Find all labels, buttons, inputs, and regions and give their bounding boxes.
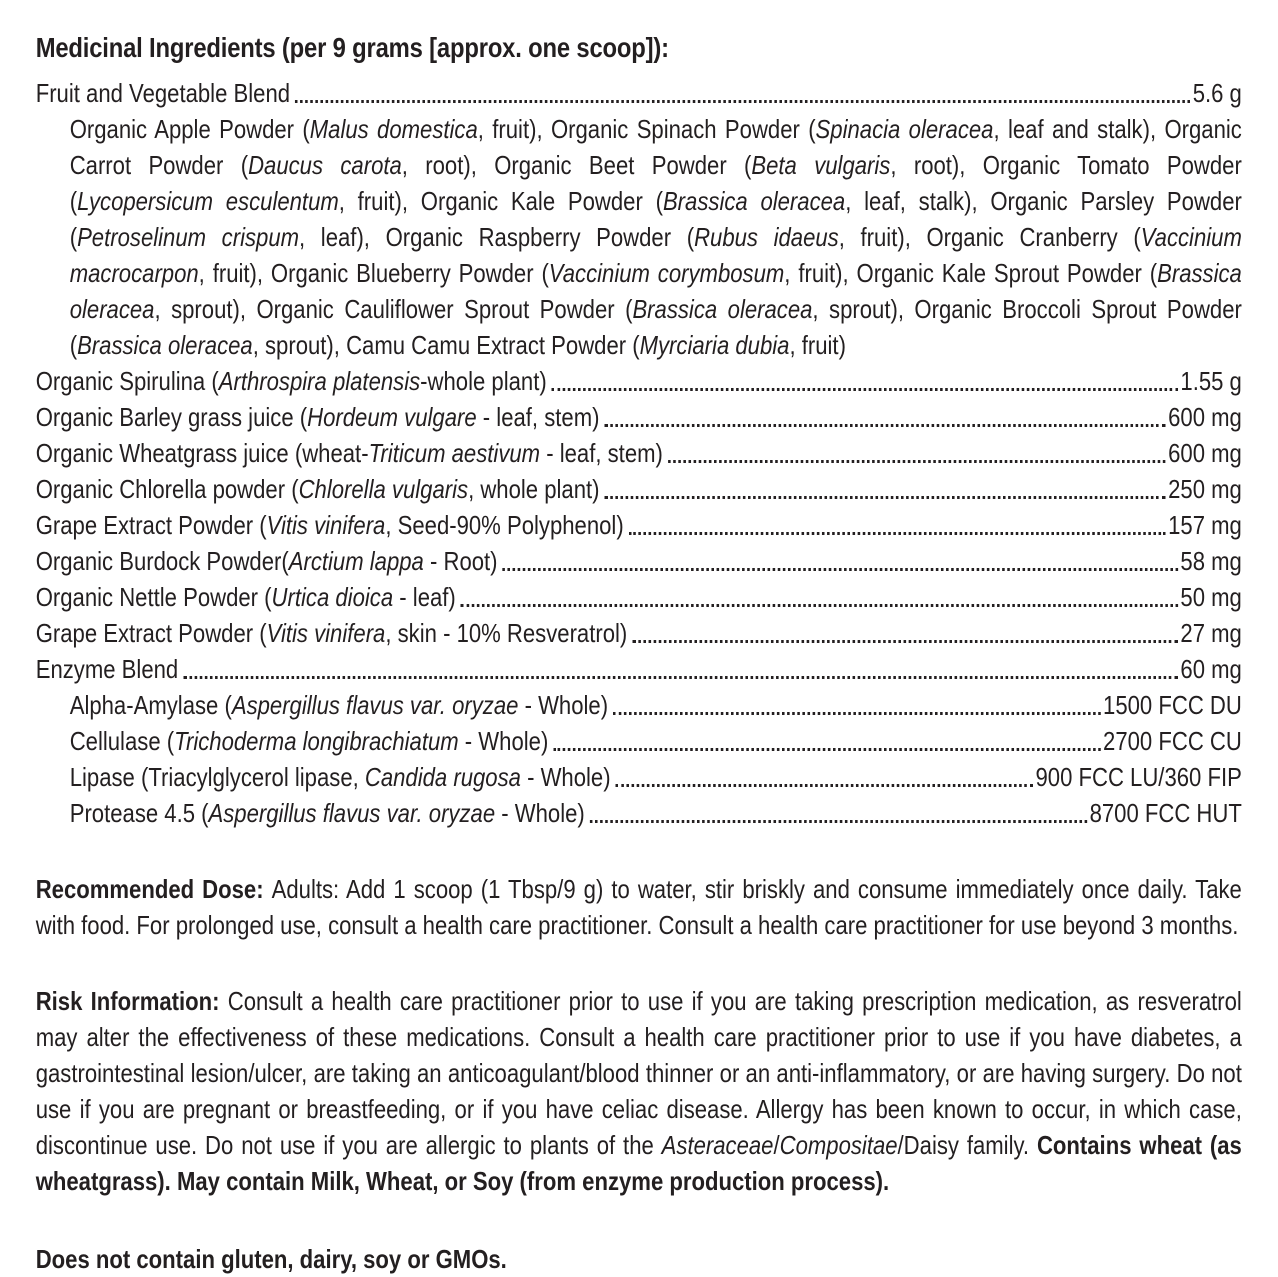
ingredient-amount: 60 mg [1180,654,1242,684]
latin-name-text: Brassica oleracea [662,186,846,216]
text: - leaf) [393,582,456,612]
text: Organic Barley grass juice ( [35,402,308,432]
ingredient-amount: 250 mg [1168,474,1242,504]
latin-name-text: Beta vulgaris [751,150,891,180]
text: Fruit and Vegetable Blend [35,78,291,108]
latin-name-text: Aspergillus flavus var. oryzae [231,690,519,720]
text: , fruit), Organic Spinach Powder ( [477,114,816,144]
latin-name-text: Candida rugosa [364,762,521,792]
dot-leader [605,496,1166,499]
latin-name-text: Triticum aestivum [368,438,541,468]
latin-name-text: Brassica oleracea [69,258,1242,324]
ingredient-name [36,543,498,579]
section-title: Medicinal Ingredients (per 9 grams [approx. one scoop]): [35,32,669,63]
latin-name-text: Vitis vinifera [266,618,386,648]
dot-leader [613,712,1100,715]
latin-name-text: Asteraceae [661,1130,774,1160]
ingredient-row [36,75,1242,111]
dot-leader [668,460,1166,463]
text: , fruit) [789,330,846,360]
latin-name-text: Trichoderma longibrachiatum [174,726,459,756]
text: Cellulase ( [69,726,175,756]
ingredient-row [36,723,1242,759]
ingredient-name [36,399,600,435]
text: -whole plant) [420,366,547,396]
text: , sprout), Organic Broccoli Sprout Powder ( [69,294,1242,360]
text: , whole plant) [468,474,600,504]
risk-information-paragraph [36,983,1242,1199]
latin-name-text: Hordeum vulgare [307,402,477,432]
ingredient-row [36,399,1242,435]
latin-name-text: Malus domestica [309,114,478,144]
ingredient-name [36,507,624,543]
dot-leader [590,820,1087,823]
text: Enzyme Blend [35,654,179,684]
ingredient-row [36,687,1242,723]
dot-leader [605,424,1166,427]
text: , fruit), Organic Kale Powder ( [338,186,663,216]
text: , root), Organic Beet Powder ( [401,150,752,180]
latin-name-text: Rubus idaeus [694,222,839,252]
latin-name-text: Vitis vinifera [266,510,386,540]
latin-name-text: Spinacia oleracea [815,114,994,144]
ingredient-sublist-paragraph [36,111,1242,363]
text: - Whole) [458,726,549,756]
latin-name-text: Compositae [779,1130,898,1160]
dot-leader [632,640,1177,643]
text: , leaf and stalk), Organic Carrot Powder ( [69,114,1242,180]
ingredient-row [36,507,1242,543]
ingredient-amount: 900 FCC LU/360 FIP [1035,762,1242,792]
text: Grape Extract Powder ( [35,510,267,540]
text: , leaf, stalk), Organic Parsley Powder ( [69,186,1242,252]
ingredient-name [70,759,611,795]
latin-name-text: Vaccinium macrocarpon [69,222,1242,288]
latin-name-text: Petroselinum crispum [77,222,300,252]
ingredient-name [36,579,456,615]
recommended-dose-paragraph [36,871,1242,943]
dot-leader [461,604,1178,607]
dot-leader [183,676,1178,679]
dot-leader [552,388,1178,391]
text: - Whole) [495,798,585,828]
text: , fruit), Organic Kale Sprout Powder ( [784,258,1158,288]
latin-name-text: Aspergillus flavus var. oryzae [208,798,496,828]
text: Lipase (Triacylglycerol lipase, [69,762,365,792]
ingredient-amount: 8700 FCC HUT [1089,798,1242,828]
ingredient-row [36,579,1242,615]
ingredient-name [36,615,628,651]
text: , fruit), Organic Cranberry ( [838,222,1141,252]
text: Organic Chlorella powder ( [35,474,299,504]
ingredient-row [36,795,1242,831]
text: , leaf), Organic Raspberry Powder ( [299,222,695,252]
ingredient-amount: 600 mg [1168,438,1242,468]
ingredient-name [36,363,547,399]
bold-text: Contains wheat (as wheatgrass). May contain Milk, Wheat, or Soy (from enzyme production process). [35,1130,1242,1196]
text: - Root) [423,546,498,576]
ingredient-amount: 58 mg [1180,546,1242,576]
dot-leader [629,532,1166,535]
ingredient-name [70,723,549,759]
text: , fruit), Organic Blueberry Powder ( [198,258,549,288]
text: , skin - 10% Resveratrol) [385,618,628,648]
text: - Whole) [518,690,609,720]
ingredient-row [36,651,1242,687]
dot-leader [295,100,1190,103]
text: / [773,1130,780,1160]
dot-leader [616,784,1033,787]
text: Organic Burdock Powder( [35,546,289,576]
does-not-contain-statement: Does not contain gluten, dairy, soy or GMOs. [35,1244,507,1274]
ingredient-row [36,363,1242,399]
ingredient-name [70,795,585,831]
ingredient-row [36,615,1242,651]
dot-leader [553,748,1100,751]
ingredient-amount: 50 mg [1180,582,1242,612]
text: - leaf, stem) [476,402,600,432]
text: Organic Spirulina ( [35,366,219,396]
bold-text: Risk Information: [35,986,228,1016]
latin-name-text: Urtica dioica [271,582,394,612]
ingredient-amount: 1500 FCC DU [1103,690,1242,720]
ingredient-amount: 1.55 g [1180,366,1242,396]
text: - Whole) [520,762,611,792]
text: , root), Organic Tomato Powder ( [69,150,1242,216]
text: Alpha-Amylase ( [69,690,232,720]
ingredient-row [36,759,1242,795]
ingredient-amount: 27 mg [1180,618,1242,648]
latin-name-text: Arctium lappa [288,546,424,576]
text: Protease 4.5 ( [69,798,209,828]
ingredient-name [36,471,600,507]
ingredient-row [36,471,1242,507]
text: - leaf, stem) [540,438,663,468]
ingredient-name [36,435,663,471]
dot-leader [503,568,1178,571]
text: Organic Apple Powder ( [69,114,310,144]
ingredient-name [70,687,608,723]
bold-text: Recommended Dose: [35,874,272,904]
latin-name-text: Chlorella vulgaris [298,474,469,504]
text: Grape Extract Powder ( [35,618,267,648]
text: /Daisy family. [897,1130,1037,1160]
ingredient-amount: 2700 FCC CU [1103,726,1242,756]
ingredient-amount: 157 mg [1168,510,1242,540]
ingredient-name [36,75,290,111]
text: , Seed-90% Polyphenol) [385,510,624,540]
text: Organic Nettle Powder ( [35,582,272,612]
latin-name-text: Daucus carota [248,150,402,180]
ingredient-amount: 600 mg [1168,402,1242,432]
ingredient-list [36,75,1242,831]
ingredient-row [36,543,1242,579]
text: Consult a health care practitioner prior to use if you are taking prescription medication, as resveratrol may alter the effectiveness of these medications. Consult a health care practitioner prior to use if you have diabetes, a gastrointestinal lesion/ulcer, are taking an anticoagulant/blood thinner or an anti-inflammatory, or are having surgery. Do not use if you are pregnant or breastfeeding, or if you have celiac disease. Allergy has been known to occur, in which case, discontinue use. Do not use if you are allergic to plants of the [35,986,1242,1160]
text: , sprout), Organic Cauliflower Sprout Powder ( [154,294,633,324]
latin-name-text: Vaccinium corymbosum [548,258,785,288]
latin-name-text: Myrciaria dubia [639,330,790,360]
latin-name-text: Arthrospira platensis [218,366,421,396]
ingredient-amount: 5.6 g [1192,78,1242,108]
ingredient-row [36,435,1242,471]
text: Adults: Add 1 scoop (1 Tbsp/9 g) to water, stir briskly and consume immediately once daily. Take with food. For prolonged use, consult a health care practitioner. Consult a health care practitioner for use beyond 3 months. [35,874,1242,940]
text: , sprout), Camu Camu Extract Powder ( [252,330,640,360]
latin-name-text: Brassica oleracea [77,330,253,360]
latin-name-text: Brassica oleracea [632,294,813,324]
latin-name-text: Lycopersicum esculentum [77,186,339,216]
ingredient-name [36,651,179,687]
text: Organic Wheatgrass juice (wheat- [35,438,369,468]
